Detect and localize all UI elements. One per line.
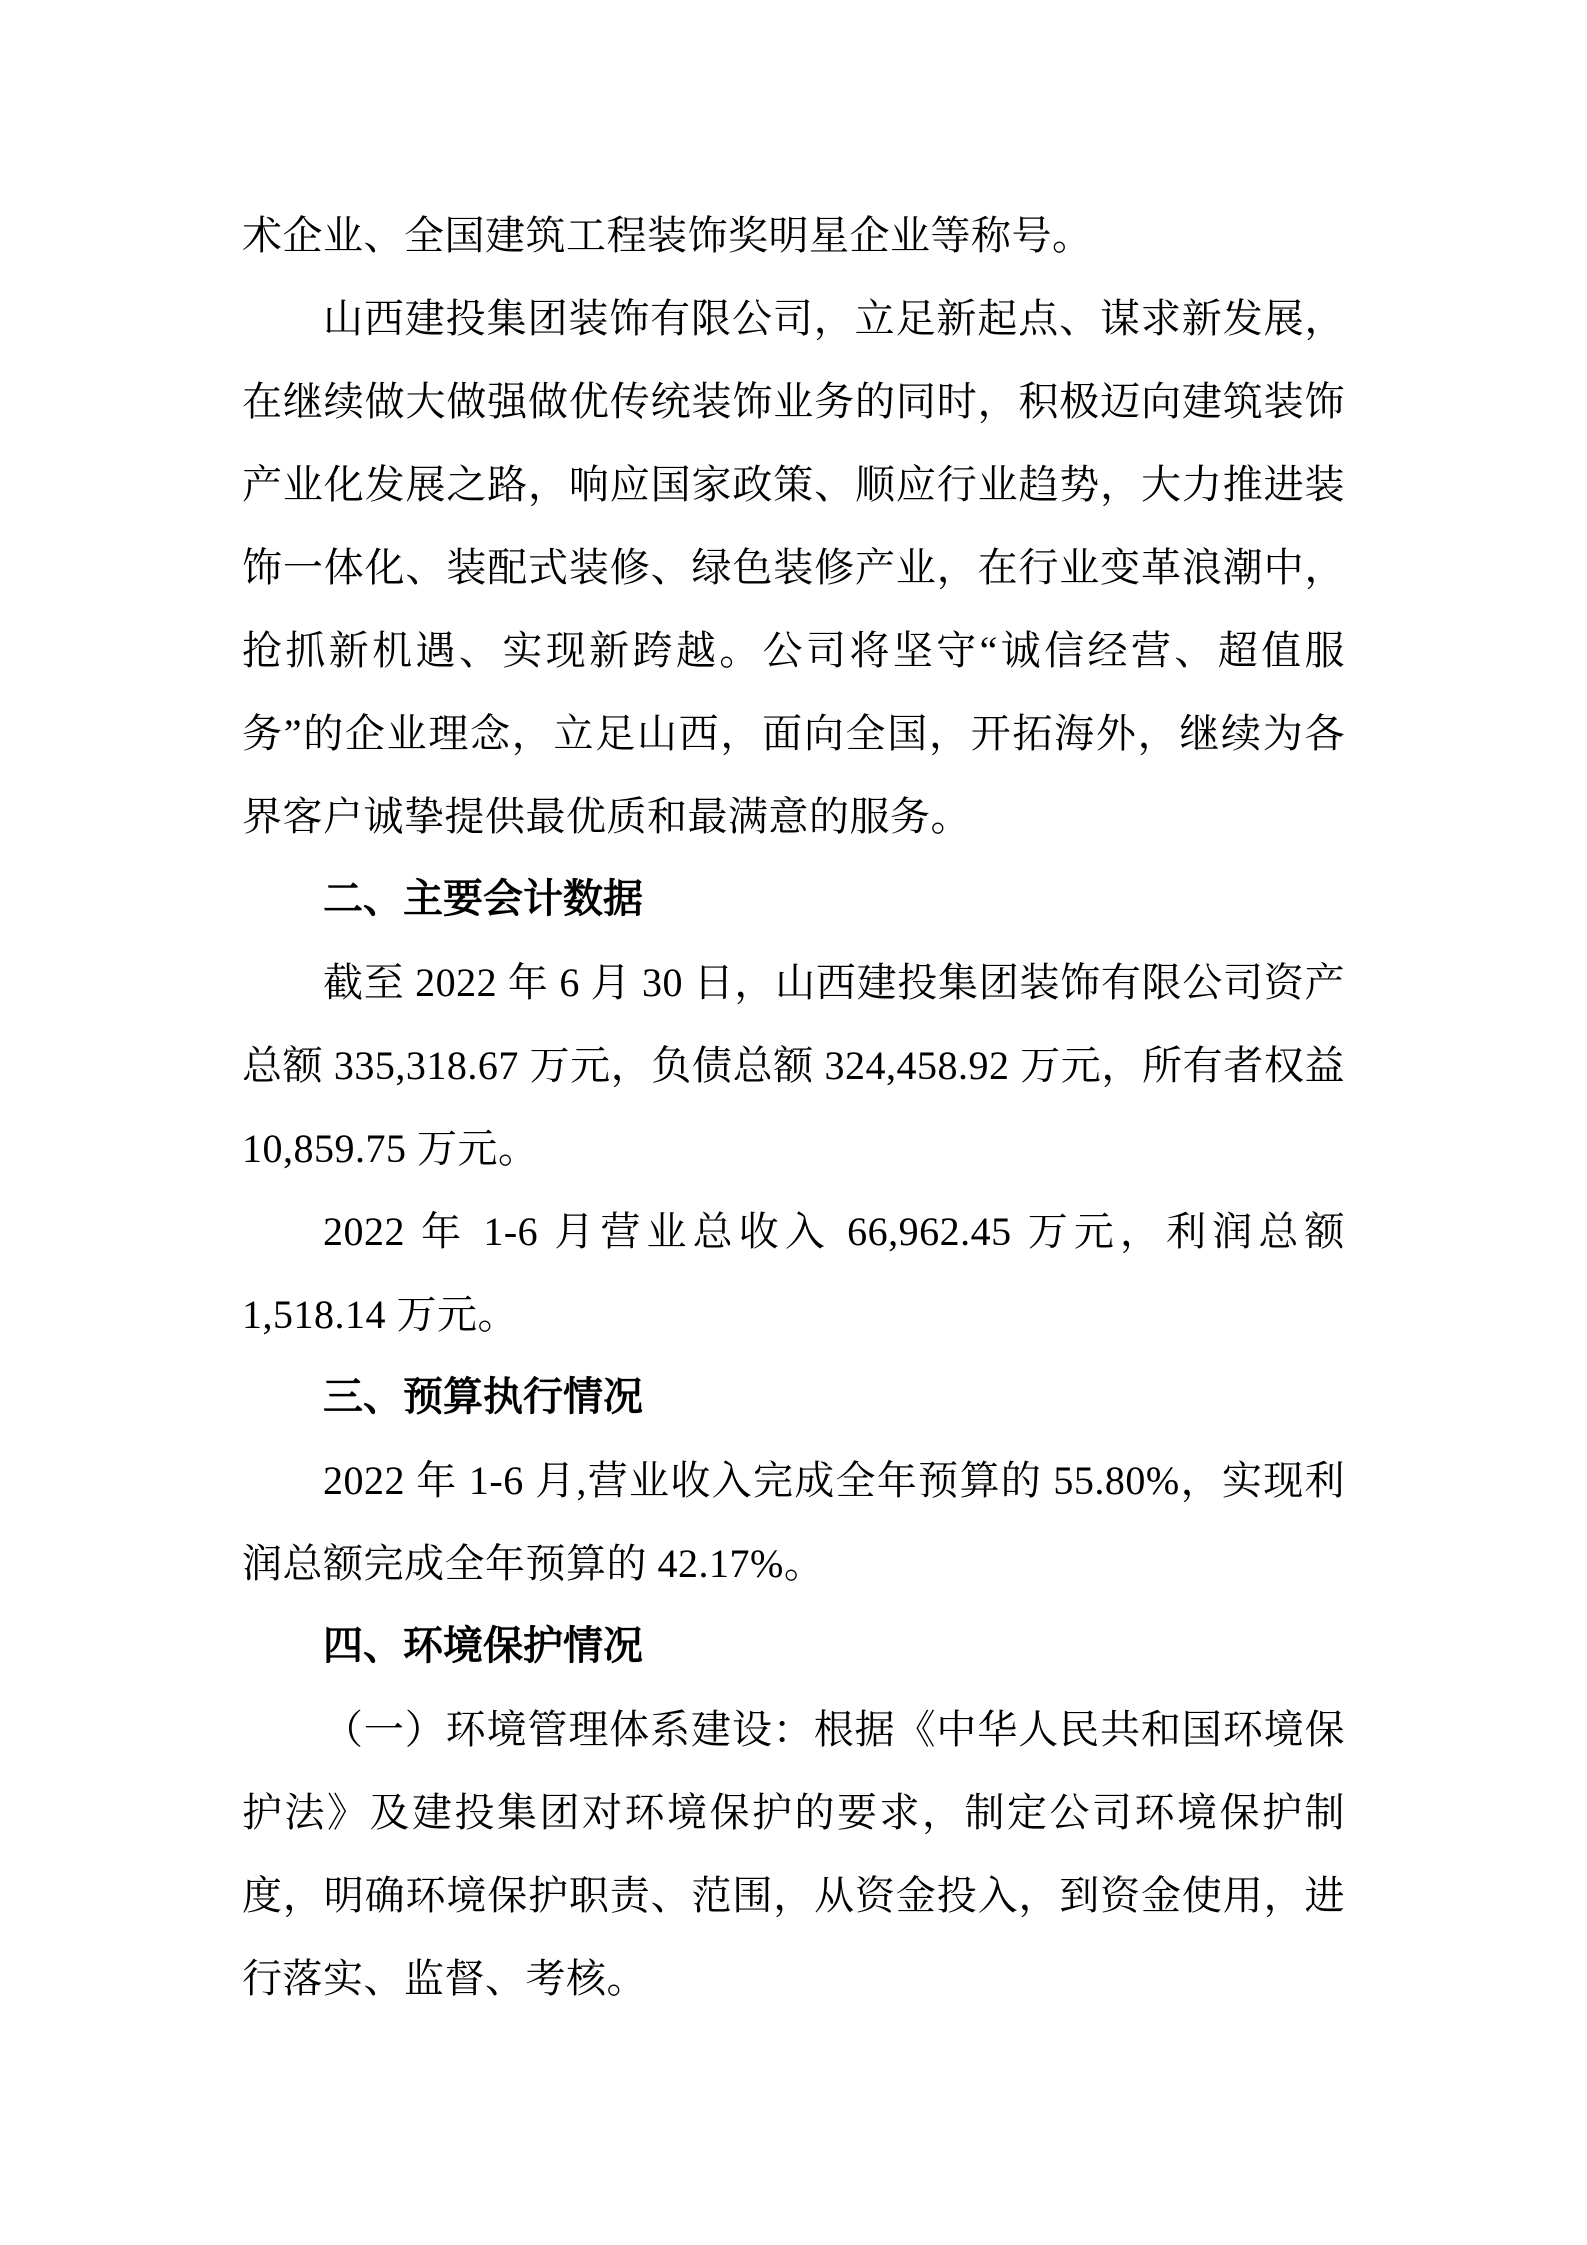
paragraph: 山西建投集团装饰有限公司，立足新起点、谋求新发展，在继续做大做强做优传统装饰业务的同时，积极迈向建筑装饰产业化发展之路，响应国家政策、顺应行业趋势，大力推进装饰一体化、装配式装修、绿色装修产业，在行业变革浪潮中，抢抓新机遇、实现新跨越。公司将坚守“诚信经营、超值服务”的企业理念，立足山西，面向全国，开拓海外，继续为各界客户诚挚提供最优质和最满意的服务。 bbox=[242, 296, 1345, 839]
paragraph: （一）环境管理体系建设：根据《中华人民共和国环境保护法》及建投集团对环境保护的要求，制定公司环境保护制度，明确环境保护职责、范围，从资金投入，到资金使用，进行落实、监督、考核。 bbox=[242, 1707, 1345, 2001]
document-body bbox=[242, 194, 1345, 2020]
paragraph: 截至 2022 年 6 月 30 日，山西建投集团装饰有限公司资产总额 335,318.67 万元，负债总额 324,458.92 万元，所有者权益 10,859.75 万元。 bbox=[242, 960, 1345, 1171]
section-heading: 四、环境保护情况 bbox=[323, 1624, 643, 1668]
section-heading: 三、预算执行情况 bbox=[323, 1375, 643, 1419]
section-heading: 二、主要会计数据 bbox=[323, 877, 643, 921]
paragraph: 术企业、全国建筑工程装饰奖明星企业等称号。 bbox=[242, 213, 1093, 258]
paragraph: 2022 年 1-6 月,营业收入完成全年预算的 55.80%，实现利润总额完成全年预算的 42.17%。 bbox=[242, 1458, 1345, 1586]
paragraph: 2022 年 1-6 月营业总收入 66,962.45 万元，利润总额 1,518.14 万元。 bbox=[242, 1209, 1345, 1337]
